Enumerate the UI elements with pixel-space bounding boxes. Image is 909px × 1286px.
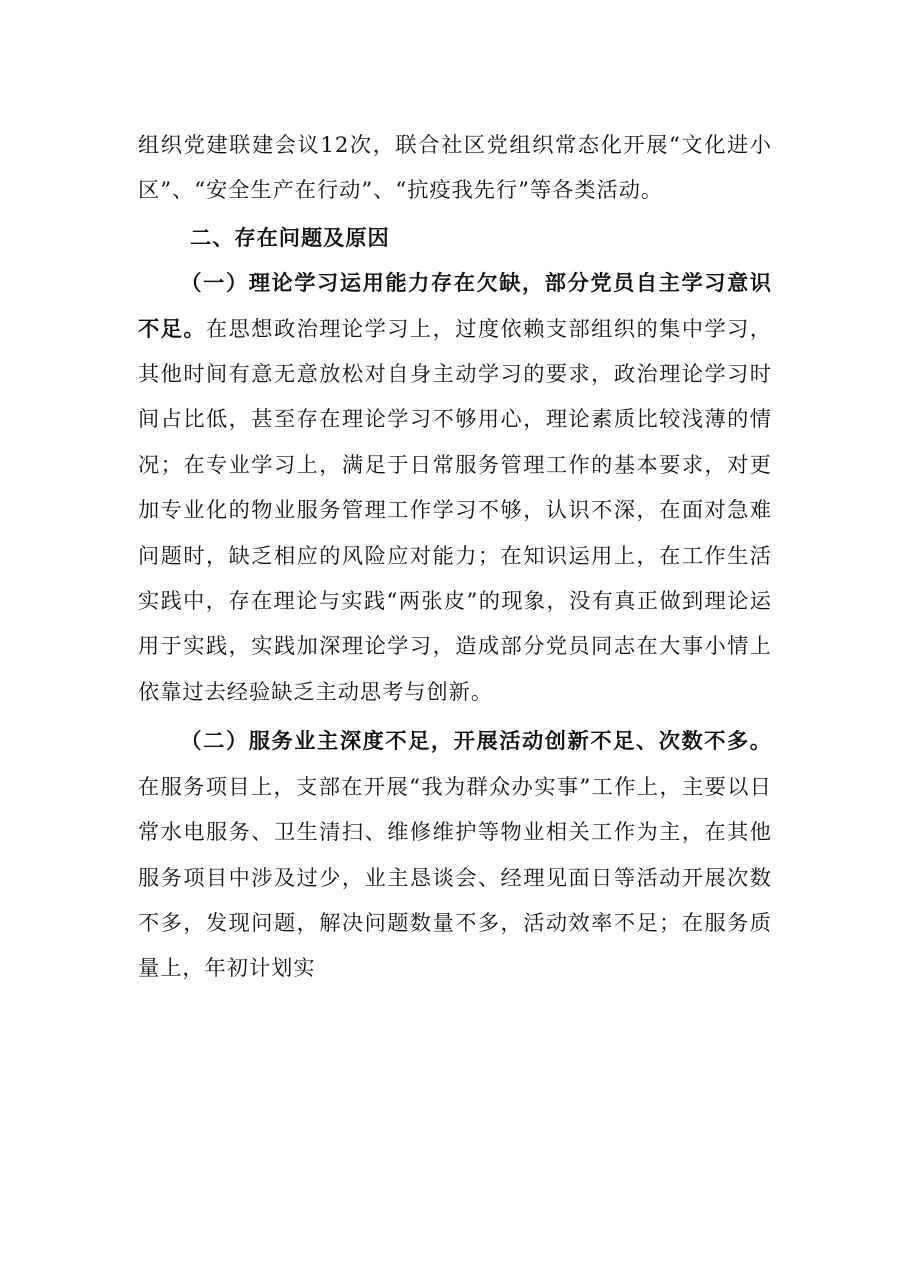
problem-item-1 (138, 260, 772, 714)
paragraph-continuation: 组织党建联建会议12次，联合社区党组织常态化开展“文化进小区”、“安全生产在行动”、“抗疫我先行”等各类活动。 (138, 132, 772, 203)
problem-item-2-title: （二）服务业主深度不足，开展活动创新不足、次数不多。 (180, 728, 772, 754)
document-body (138, 122, 772, 991)
problem-item-2-body: 在服务项目上，支部在开展“我为群众办实事”工作上，主要以日常水电服务、卫生清扫、维修维护等物业相关工作为主，在其他服务项目中涉及过少，业主恳谈会、经理见面日等活动开展次数不多，发现问题，解决问题数量不多，活动效率不足；在服务质量上，年初计划实 (138, 773, 772, 981)
problem-item-2 (138, 718, 772, 990)
section-heading: 二、存在问题及原因 (190, 224, 390, 250)
problem-item-1-body: 在思想政治理论学习上，过度依赖支部组织的集中学习，其他时间有意无意放松对自身主动学习的要求，政治理论学习时间占比低，甚至存在理论学习不够用心，理论素质比较浅薄的情况；在专业学习上，满足于日常服务管理工作的基本要求，对更加专业化的物业服务管理工作学习不够，认识不深，在面对急难问题时，缺乏相应的风险应对能力；在知识运用上，在工作生活实践中，存在理论与实践“两张皮”的现象，没有真正做到理论运用于实践，实践加深理论学习，造成部分党员同志在大事小情上依靠过去经验缺乏主动思考与创新。 (138, 315, 772, 704)
problem-item-1-title: （一）理论学习运用能力存在欠缺，部分党员自主学习意识不足。 (138, 270, 772, 341)
